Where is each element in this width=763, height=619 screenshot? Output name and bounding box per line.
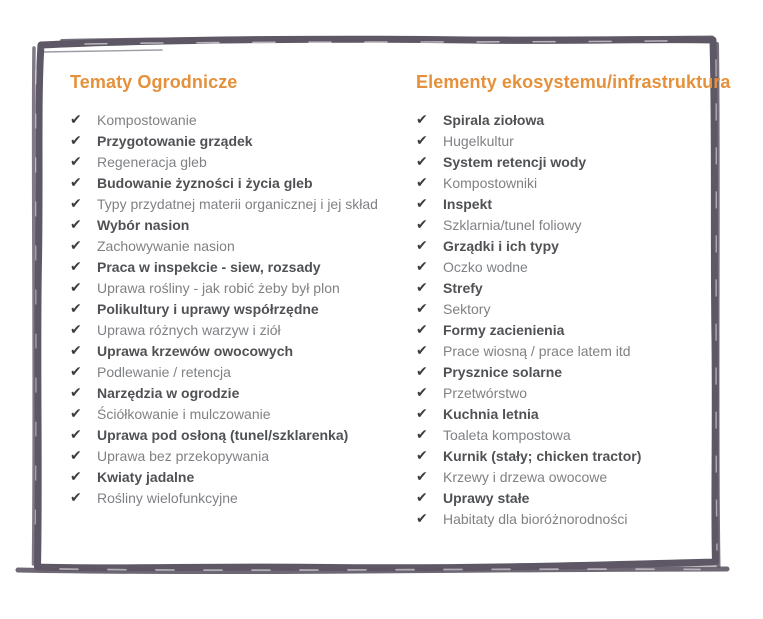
check-icon: ✔ <box>70 196 82 212</box>
checklist-item <box>70 299 400 320</box>
checklist-item <box>70 446 400 467</box>
checklist-item-label: Zachowywanie nasion <box>97 238 235 254</box>
checklist-item <box>416 488 716 509</box>
checklist-item <box>70 425 400 446</box>
checklist-item-label: Krzewy i drzewa owocowe <box>443 469 608 485</box>
check-icon: ✔ <box>70 280 82 296</box>
checklist-item-label: Prace wiosną / prace latem itd <box>443 343 631 359</box>
checklist-item-label: Typy przydatnej materii organicznej i jej skład <box>97 196 378 212</box>
checklist-item <box>70 383 400 404</box>
checklist-item-label: System retencji wody <box>443 154 587 170</box>
checklist-item <box>416 404 716 425</box>
checklist-item-label: Regeneracja gleb <box>97 154 207 170</box>
check-icon: ✔ <box>70 175 82 191</box>
checklist-item <box>416 215 716 236</box>
checklist-item <box>70 257 400 278</box>
checklist-item <box>70 320 400 341</box>
checklist-item-label: Kuchnia letnia <box>443 406 539 422</box>
checklist-item-label: Budowanie żyzności i życia gleb <box>97 175 313 191</box>
check-icon: ✔ <box>70 259 82 275</box>
checklist-item-label: Kompostowniki <box>443 175 538 191</box>
checklist-item-label: Praca w inspekcie - siew, rozsady <box>97 259 321 275</box>
check-icon: ✔ <box>70 427 82 443</box>
checklist-item-label: Hugelkultur <box>443 133 514 149</box>
checklist-item <box>416 257 716 278</box>
checklist-item-label: Rośliny wielofunkcyjne <box>97 490 238 506</box>
checklist-item-label: Formy zacienienia <box>443 322 565 338</box>
check-icon: ✔ <box>416 196 428 212</box>
checklist-item-label: Grządki i ich typy <box>443 238 559 254</box>
checklist-item-label: Sektory <box>443 301 491 317</box>
checklist-item <box>416 152 716 173</box>
checklist-item-label: Uprawy stałe <box>443 490 530 506</box>
column-title-tematy-ogrodnicze: Tematy Ogrodnicze <box>70 72 238 92</box>
check-icon: ✔ <box>70 448 82 464</box>
checklist-item <box>416 509 716 530</box>
check-icon: ✔ <box>416 469 428 485</box>
checklist-item-label: Uprawa krzewów owocowych <box>97 343 294 359</box>
checklist-item-label: Uprawa bez przekopywania <box>97 448 269 464</box>
checklist-item-label: Podlewanie / retencja <box>97 364 231 380</box>
checklist-item-label: Szklarnia/tunel foliowy <box>443 217 582 233</box>
checklist-elementy-ekosystemu <box>416 110 716 530</box>
checklist-item <box>70 152 400 173</box>
checklist-item-label: Strefy <box>443 280 483 296</box>
check-icon: ✔ <box>416 238 428 254</box>
checklist-item <box>70 488 400 509</box>
checklist-item <box>416 320 716 341</box>
checklist-item-label: Narzędzia w ogrodzie <box>97 385 240 401</box>
check-icon: ✔ <box>70 217 82 233</box>
checklist-item <box>416 425 716 446</box>
checklist-item <box>70 341 400 362</box>
checklist-item <box>416 131 716 152</box>
column-elementy-ekosystemu <box>416 70 731 530</box>
checklist-item <box>70 278 400 299</box>
checklist-item <box>416 341 716 362</box>
check-icon: ✔ <box>416 511 428 527</box>
check-icon: ✔ <box>416 280 428 296</box>
check-icon: ✔ <box>70 406 82 422</box>
column-title-elementy-ekosystemu: Elementy ekosystemu/infrastruktura <box>416 72 731 92</box>
checklist-item <box>70 173 400 194</box>
checklist-item <box>70 467 400 488</box>
check-icon: ✔ <box>416 343 428 359</box>
checklist-item <box>70 236 400 257</box>
checklist-item-label: Habitaty dla bioróżnorodności <box>443 511 628 527</box>
checklist-item <box>416 299 716 320</box>
checklist-item-label: Uprawa rośliny - jak robić żeby był plon <box>97 280 340 296</box>
checklist-item-label: Uprawa pod osłoną (tunel/szklarenka) <box>97 427 349 443</box>
checklist-item <box>70 131 400 152</box>
check-icon: ✔ <box>70 238 82 254</box>
checklist-item <box>70 110 400 131</box>
check-icon: ✔ <box>70 385 82 401</box>
check-icon: ✔ <box>416 301 428 317</box>
check-icon: ✔ <box>416 385 428 401</box>
checklist-item <box>416 194 716 215</box>
checklist-item <box>416 446 716 467</box>
check-icon: ✔ <box>416 364 428 380</box>
checklist-item <box>70 194 400 215</box>
check-icon: ✔ <box>70 490 82 506</box>
check-icon: ✔ <box>70 301 82 317</box>
check-icon: ✔ <box>416 322 428 338</box>
check-icon: ✔ <box>70 112 82 128</box>
check-icon: ✔ <box>70 343 82 359</box>
check-icon: ✔ <box>416 406 428 422</box>
checklist-item <box>416 236 716 257</box>
check-icon: ✔ <box>416 448 428 464</box>
checklist-item <box>416 110 716 131</box>
checklist-item-label: Uprawa różnych warzyw i ziół <box>97 322 281 338</box>
check-icon: ✔ <box>70 154 82 170</box>
checklist-item-label: Ściółkowanie i mulczowanie <box>97 406 271 422</box>
check-icon: ✔ <box>416 112 428 128</box>
checklist-item-label: Kompostowanie <box>97 112 197 128</box>
check-icon: ✔ <box>416 175 428 191</box>
checklist-item-label: Polikultury i uprawy współrzędne <box>97 301 319 317</box>
checklist-item <box>70 362 400 383</box>
check-icon: ✔ <box>416 217 428 233</box>
column-tematy-ogrodnicze <box>70 70 400 509</box>
check-icon: ✔ <box>416 427 428 443</box>
checklist-item-label: Prysznice solarne <box>443 364 563 380</box>
checklist-item <box>416 383 716 404</box>
check-icon: ✔ <box>416 259 428 275</box>
check-icon: ✔ <box>416 154 428 170</box>
checklist-item-label: Kurnik (stały; chicken tractor) <box>443 448 642 464</box>
check-icon: ✔ <box>70 322 82 338</box>
checklist-item-label: Spirala ziołowa <box>443 112 545 128</box>
check-icon: ✔ <box>416 490 428 506</box>
checklist-item-label: Toaleta kompostowa <box>443 427 571 443</box>
checklist-item <box>416 278 716 299</box>
checklist-item-label: Przetwórstwo <box>443 385 528 401</box>
check-icon: ✔ <box>70 469 82 485</box>
checklist-item-label: Kwiaty jadalne <box>97 469 195 485</box>
checklist-item-label: Wybór nasion <box>97 217 190 233</box>
checklist-item-label: Przygotowanie grządek <box>97 133 253 149</box>
check-icon: ✔ <box>70 364 82 380</box>
checklist-item <box>70 404 400 425</box>
checklist-item-label: Oczko wodne <box>443 259 528 275</box>
checklist-item-label: Inspekt <box>443 196 493 212</box>
check-icon: ✔ <box>70 133 82 149</box>
checklist-item <box>416 467 716 488</box>
checklist-item <box>70 215 400 236</box>
checklist-item <box>416 362 716 383</box>
checklist-item <box>416 173 716 194</box>
checklist-tematy-ogrodnicze <box>70 110 400 509</box>
check-icon: ✔ <box>416 133 428 149</box>
